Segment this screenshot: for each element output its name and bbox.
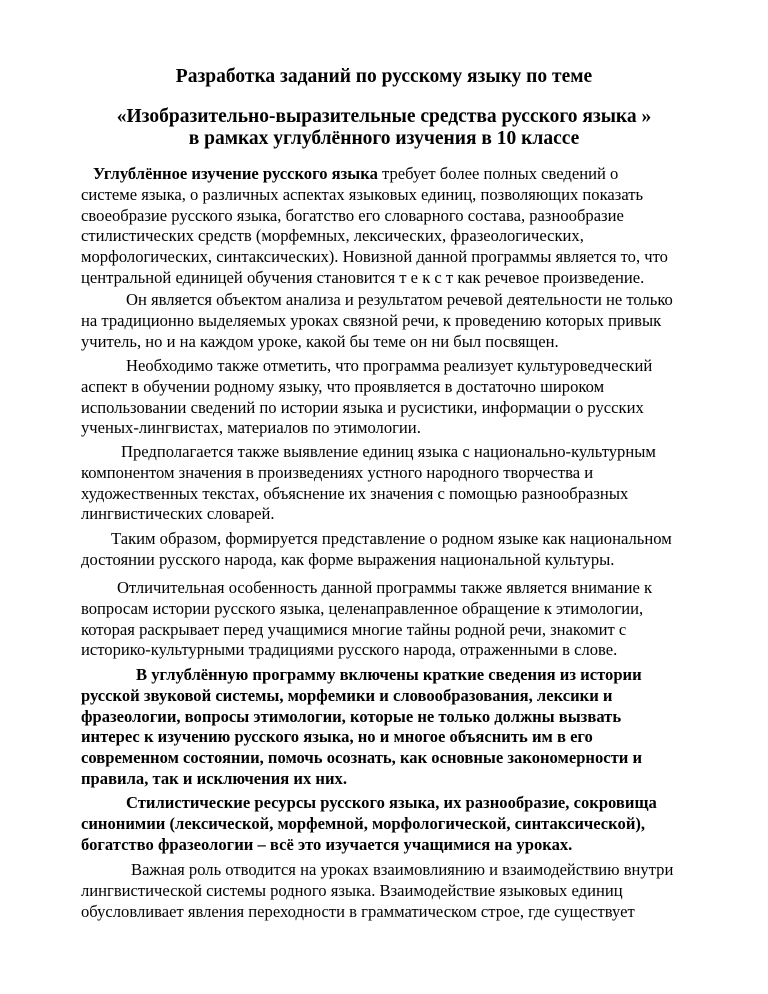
paragraph-9-line: обусловливает явления переходности в грамматическом строе, где существует: [81, 901, 635, 921]
paragraph-2-line: учитель, но и на каждом уроке, какой бы теме он ни был посвящен.: [81, 331, 559, 351]
paragraph-5-line: достоянии русского народа, как форме выражения национальной культуры.: [81, 549, 615, 569]
paragraph-4-line: художественных текстах, объяснение их значения с помощью разнообразных: [81, 483, 629, 503]
paragraph-5-line: Таким образом, формируется представление о родном языке как национальном: [111, 529, 672, 548]
document-title: Разработка заданий по русскому языку по теме: [175, 66, 593, 87]
paragraph-8-line: Стилистические ресурсы русского языка, их разнообразие, сокровища: [126, 793, 657, 812]
paragraph-7-line: русской звуковой системы, морфемики и словообразования, лексики и: [81, 685, 613, 705]
paragraph-9-line: лингвистической системы родного языка. Взаимодействие языковых единиц: [81, 880, 623, 900]
paragraph-3-line: Необходимо также отметить, что программа реализует культуроведческий: [126, 356, 653, 375]
paragraph-7-line: правила, так и исключения их них.: [81, 768, 347, 788]
paragraph-3-line: ученых-лингвистах, материалов по этимологии.: [81, 418, 421, 438]
paragraph-8-line: богатство фразеологии – всё это изучается учащимися на уроках.: [81, 834, 573, 854]
paragraph-8-line: синонимии (лексической, морфемной, морфологической, синтаксической),: [81, 813, 646, 833]
document-topic-line-1: «Изобразительно-выразительные средства русского языка »: [116, 106, 652, 127]
paragraph-6: [81, 578, 731, 661]
paragraph-9-line: Важная роль отводится на уроках взаимовлиянию и взаимодействию внутри: [131, 860, 674, 879]
paragraph-3: [81, 356, 731, 439]
paragraph-1-line: своеобразие русского языка, богатство его словарного состава, разнообразие: [81, 205, 624, 225]
document-topic-line-2: в рамках углублённого изучения в 10 классе: [188, 128, 580, 149]
paragraph-7-line: В углублённую программу включены краткие сведения из истории: [136, 665, 642, 684]
paragraph-1-lead: Углублённое изучение русского языка: [93, 164, 378, 183]
paragraph-7: [81, 665, 731, 790]
paragraph-1: [81, 164, 731, 289]
paragraph-8: [81, 793, 731, 855]
paragraph-6-line: Отличительная особенность данной программы также является внимание к: [117, 578, 653, 597]
paragraph-1-line: стилистических средств (морфемных, лексических, фразеологических,: [81, 226, 584, 246]
paragraph-2-line: Он является объектом анализа и результатом речевой деятельности не только: [126, 290, 673, 309]
paragraph-6-line: историко-культурными традициями русского народа, отраженными в слове.: [81, 640, 618, 660]
paragraph-7-line: современном состоянии, помочь осознать, как основные закономерности и: [81, 748, 643, 768]
paragraph-9: [81, 860, 731, 922]
paragraph-3-line: аспект в обучении родному языку, что проявляется в достаточно широком: [81, 376, 605, 396]
paragraph-1-line: системе языка, о различных аспектах языковых единиц, позволяющих показать: [81, 184, 644, 204]
paragraph-4-line: лингвистических словарей.: [81, 504, 275, 524]
paragraph-7-line: фразеологии, вопросы этимологии, которые не только должны вызвать: [81, 706, 622, 726]
paragraph-2: [81, 290, 731, 352]
paragraph-6-line: которая раскрывает перед учащимися многие тайны родной речи, знакомит с: [81, 619, 627, 639]
paragraph-2-line: на традиционно выделяемых уроках связной речи, к проведению которых привык: [81, 310, 662, 330]
paragraph-1-line: требует более полных сведений о: [377, 164, 619, 183]
paragraph-1-line: центральной единицей обучения становится т е к с т как речевое произведение.: [81, 267, 645, 287]
paragraph-5: [81, 529, 731, 571]
paragraph-7-line: интерес к изучению русского языка, но и многое объяснить им в его: [81, 727, 593, 747]
paragraph-1-line: морфологических, синтаксических). Новизной данной программы является то, что: [81, 247, 668, 267]
paragraph-6-line: вопросам истории русского языка, целенаправленное обращение к этимологии,: [81, 598, 644, 618]
paragraph-4-line: компонентом значения в произведениях устного народного творчества и: [81, 462, 594, 482]
paragraph-4-line: Предполагается также выявление единиц языка с национально-культурным: [121, 442, 656, 461]
paragraph-4: [81, 442, 731, 525]
paragraph-3-line: использовании сведений по истории языка и русистики, информации о русских: [81, 397, 644, 417]
